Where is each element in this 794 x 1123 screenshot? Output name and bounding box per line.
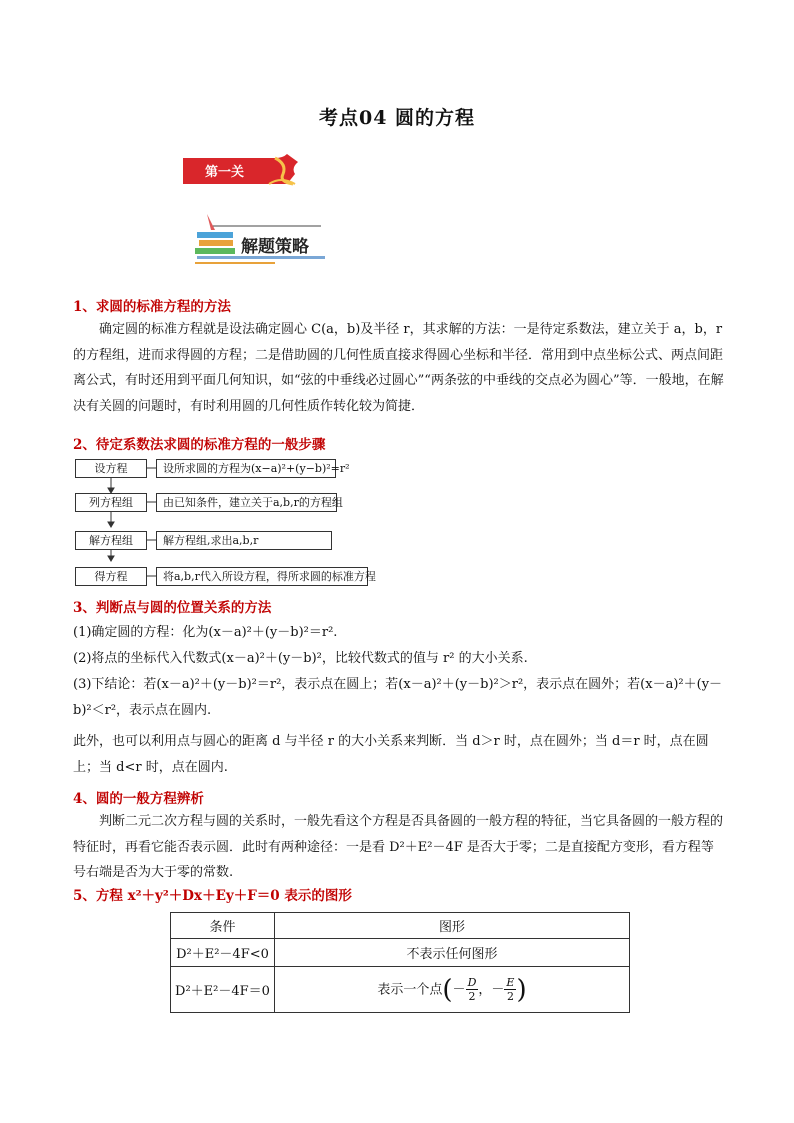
point-sign: － xyxy=(452,982,466,997)
strategy-banner-label: 解题策略 xyxy=(241,237,309,257)
point-label: 表示一个点 xyxy=(377,982,443,997)
section-heading: 1、求圆的标准方程的方法 xyxy=(73,299,231,315)
table-cell-condition: D²＋E²－4F<0 xyxy=(171,939,275,967)
point-paren: ) xyxy=(516,974,527,1005)
flow-desc-2: 由已知条件，建立关于a,b,r的方程组 xyxy=(156,493,337,512)
table-cell-shape xyxy=(275,967,630,1013)
point-paren: ( xyxy=(442,974,453,1005)
table-header: 条件 xyxy=(171,913,275,939)
section-body: 确定圆的标准方程就是设法确定圆心 C(a，b)及半径 r，其求解的方法：一是待定系数法，建立关于 a，b，r 的方程组，进而求得圆的方程；二是借助圆的几何性质直接求得圆心坐标和半径．常用到中点坐标公式、两点间距离公式，有时还用到平面几何知识，如“弦的中垂线必过圆心”“两条弦的中垂线的交点必为圆心”等．一般地，在解决有关圆的问题时，有时利用圆的几何性质作转化较为简捷． xyxy=(73,322,724,414)
section-heading: 3、判断点与圆的位置关系的方法 xyxy=(73,600,272,616)
section-line: (1)确定圆的方程：化为(x－a)²＋(y－b)²＝r². xyxy=(73,625,338,640)
table-row xyxy=(171,967,630,1013)
shape-table xyxy=(170,912,630,1013)
table-row xyxy=(171,939,630,967)
table-header: 图形 xyxy=(275,913,630,939)
point-y-fraction: $\frac{E}{2}$ xyxy=(506,976,515,1003)
section-heading: 4、圆的一般方程辨析 xyxy=(73,791,204,807)
point-x-fraction: $\frac{D}{2}$ xyxy=(467,976,477,1003)
flow-step-1: 设方程 xyxy=(75,459,147,478)
flow-desc-4: 将a,b,r代入所设方程，得所求圆的标准方程 xyxy=(156,567,368,586)
point-comma: ， xyxy=(478,982,492,997)
flow-step-3: 解方程组 xyxy=(75,531,147,550)
section-line: 此外，也可以利用点与圆心的距离 d 与半径 r 的大小关系来判断．当 d＞r 时，点在圆外；当 d＝r 时，点在圆上；当 d<r 时，点在圆内. xyxy=(73,734,709,775)
section-line: (3)下结论：若(x－a)²＋(y－b)²＝r²，表示点在圆上；若(x－a)²＋(y－b)²＞r²，表示点在圆外；若(x－a)²＋(y－b)²＜r²，表示点在圆内. xyxy=(73,677,723,718)
table-cell-condition: D²＋E²－4F＝0 xyxy=(171,967,275,1013)
section-body: 判断二元二次方程与圆的关系时，一般先看这个方程是否具备圆的一般方程的特征，当它具备圆的一般方程的特征时，再看它能否表示圆．此时有两种途径：一是看 D²＋E²－4F 是否大于零；二是直接配方变形，看方程等号右端是否为大于零的常数. xyxy=(73,814,724,880)
level-banner-label: 第一关 xyxy=(205,165,245,180)
section-line: (2)将点的坐标代入代数式(x－a)²＋(y－b)²，比较代数式的值与 r² 的大小关系. xyxy=(73,651,528,666)
flow-step-2: 列方程组 xyxy=(75,493,147,512)
flow-desc-3: 解方程组,求出a,b,r xyxy=(156,531,332,550)
flow-desc-1: 设所求圆的方程为(x−a)²+(y−b)²=r² xyxy=(156,459,336,478)
page-title: 考点04 圆的方程 xyxy=(318,107,476,129)
table-cell-shape: 不表示任何图形 xyxy=(275,939,630,967)
flow-step-4: 得方程 xyxy=(75,567,147,586)
section-heading: 2、待定系数法求圆的标准方程的一般步骤 xyxy=(73,437,326,453)
section-heading: 5、方程 x²＋y²＋Dx＋Ey＋F＝0 表示的图形 xyxy=(73,888,352,904)
point-sign: － xyxy=(491,982,505,997)
